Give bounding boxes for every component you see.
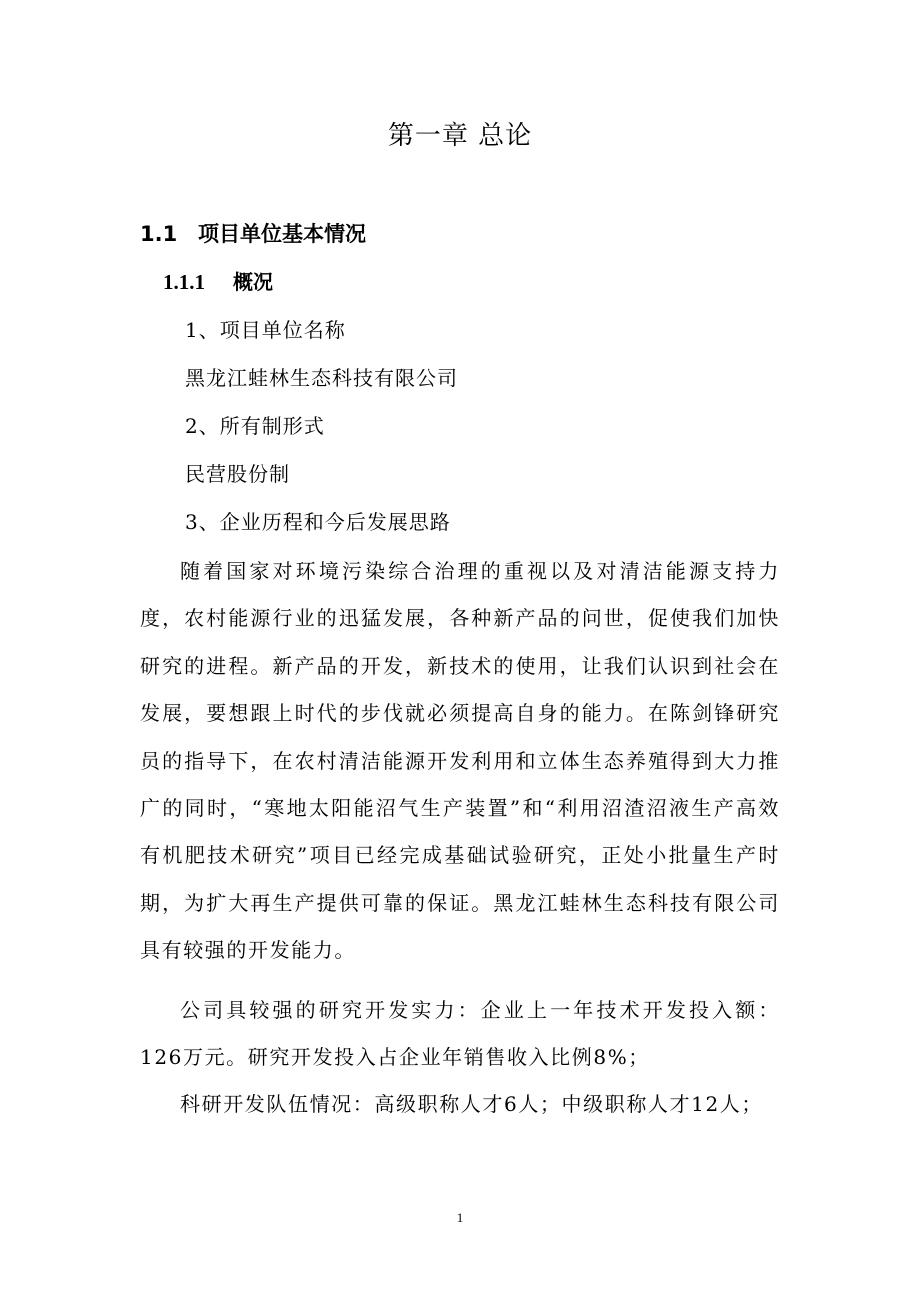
subsection-title: 概况 — [233, 270, 273, 294]
subsection-heading — [163, 266, 273, 298]
paragraph-rd-investment: 公司具较强的研究开发实力：企业上一年技术开发投入额：126万元。研究开发投入占企业年销售收入比例8%； — [140, 998, 780, 1070]
paragraph-rd-team: 科研开发队伍情况：高级职称人才6人；中级职称人才12人； — [180, 1092, 763, 1116]
paragraph-development: 随着国家对环境污染综合治理的重视以及对清洁能源支持力度，农村能源行业的迅猛发展，各种新产品的问世，促使我们加快研究的进程。新产品的开发，新技术的使用，让我们认识到社会在发展，要想跟上时代的步伐就必须提高自身的能力。在陈剑锋研究员的指导下，在农村清洁能源开发利用和立体生态养殖得到大力推广的同时，“寒地太阳能沼气生产装置”和“利用沼渣沼液生产高效有机肥技术研究”项目已经完成基础试验研究，正处小批量生产时期，为扩大再生产提供可靠的保证。黑龙江蛙林生态科技有限公司具有较强的开发能力。 — [140, 559, 780, 963]
item-label-ownership: 2、所有制形式 — [185, 414, 325, 438]
item-label-history: 3、企业历程和今后发展思路 — [185, 510, 451, 534]
section-title: 项目单位基本情况 — [198, 222, 366, 246]
section-heading — [140, 218, 366, 250]
section-number: 1.1 — [140, 222, 178, 246]
item-label-company-name: 1、项目单位名称 — [185, 318, 346, 342]
page-number: 1 — [456, 1210, 464, 1225]
item-value-ownership: 民营股份制 — [185, 462, 290, 486]
chapter-title: 第一章 总论 — [387, 121, 533, 151]
subsection-number: 1.1.1 — [163, 270, 205, 294]
item-value-company-name: 黑龙江蛙林生态科技有限公司 — [185, 366, 458, 390]
